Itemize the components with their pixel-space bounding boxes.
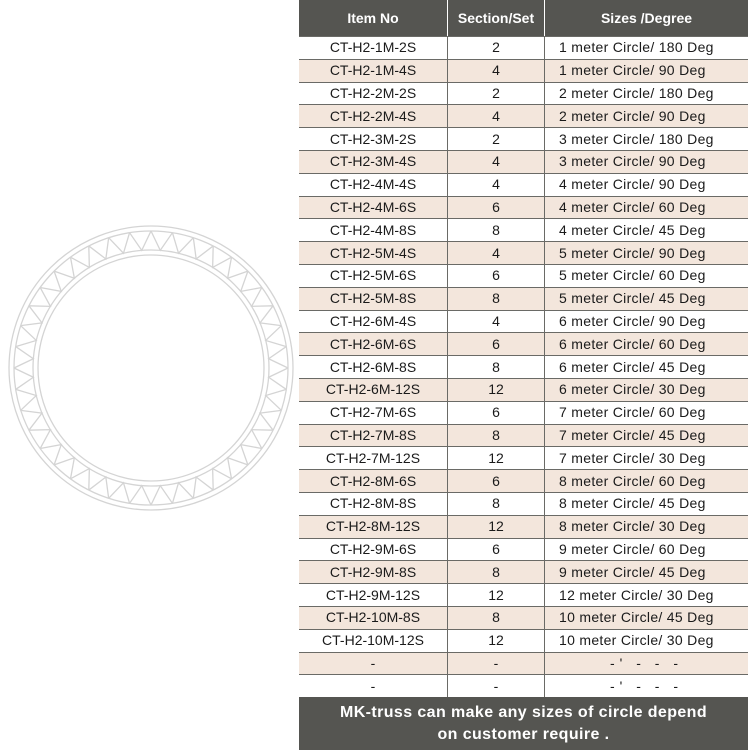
cell-item-no: CT-H2-5M-4S bbox=[299, 241, 447, 264]
header-item-no: Item No bbox=[299, 0, 447, 36]
cell-section-set: 8 bbox=[447, 218, 544, 241]
table-row bbox=[299, 264, 748, 287]
cell-size-degree: -' - - - bbox=[544, 674, 748, 697]
truss-lacing bbox=[269, 347, 288, 368]
cell-item-no: CT-H2-2M-4S bbox=[299, 104, 447, 127]
cell-section-set: 4 bbox=[447, 150, 544, 173]
cell-item-no: CT-H2-5M-8S bbox=[299, 287, 447, 310]
cell-item-no: CT-H2-9M-6S bbox=[299, 538, 447, 561]
table-row bbox=[299, 629, 748, 652]
table-row bbox=[299, 492, 748, 515]
circle-truss-image bbox=[8, 225, 294, 511]
cell-item-no: CT-H2-7M-6S bbox=[299, 401, 447, 424]
cell-section-set: - bbox=[447, 674, 544, 697]
table-row bbox=[299, 127, 748, 150]
cell-size-degree: 6 meter Circle/ 45 Deg bbox=[544, 355, 748, 378]
cell-item-no: CT-H2-7M-12S bbox=[299, 446, 447, 469]
table-row bbox=[299, 196, 748, 219]
spec-table bbox=[299, 0, 748, 697]
table-row bbox=[299, 401, 748, 424]
cell-item-no: CT-H2-8M-12S bbox=[299, 515, 447, 538]
cell-item-no: CT-H2-9M-12S bbox=[299, 583, 447, 606]
cell-item-no: CT-H2-6M-6S bbox=[299, 332, 447, 355]
truss-lacing bbox=[16, 389, 37, 410]
truss-lacing bbox=[172, 483, 193, 504]
cell-section-set: 8 bbox=[447, 492, 544, 515]
table-row bbox=[299, 515, 748, 538]
cell-size-degree: 8 meter Circle/ 60 Deg bbox=[544, 469, 748, 492]
cell-section-set: 4 bbox=[447, 310, 544, 333]
truss-chord bbox=[38, 255, 264, 481]
table-row bbox=[299, 378, 748, 401]
cell-item-no: - bbox=[299, 652, 447, 675]
table-row bbox=[299, 332, 748, 355]
truss-chord bbox=[9, 226, 293, 510]
cell-section-set: 8 bbox=[447, 606, 544, 629]
truss-lacing bbox=[130, 231, 151, 250]
footer-line-2: on customer require . bbox=[437, 726, 610, 743]
truss-lacing bbox=[151, 231, 172, 250]
cell-item-no: CT-H2-6M-12S bbox=[299, 378, 447, 401]
cell-size-degree: 9 meter Circle/ 60 Deg bbox=[544, 538, 748, 561]
cell-section-set: 12 bbox=[447, 446, 544, 469]
cell-size-degree: 2 meter Circle/ 180 Deg bbox=[544, 82, 748, 105]
table-row bbox=[299, 446, 748, 469]
cell-item-no: CT-H2-8M-8S bbox=[299, 492, 447, 515]
table-header-row bbox=[299, 0, 748, 36]
cell-size-degree: 4 meter Circle/ 60 Deg bbox=[544, 196, 748, 219]
cell-size-degree: 10 meter Circle/ 45 Deg bbox=[544, 606, 748, 629]
header-section-set: Section/Set bbox=[447, 0, 544, 36]
spec-table-panel bbox=[299, 0, 748, 750]
cell-item-no: CT-H2-3M-4S bbox=[299, 150, 447, 173]
cell-section-set: 8 bbox=[447, 355, 544, 378]
cell-item-no: CT-H2-4M-4S bbox=[299, 173, 447, 196]
table-row bbox=[299, 652, 748, 675]
truss-lacing bbox=[130, 486, 151, 505]
table-body bbox=[299, 36, 748, 697]
cell-section-set: 6 bbox=[447, 401, 544, 424]
cell-size-degree: -' - - - bbox=[544, 652, 748, 675]
truss-lacing bbox=[16, 326, 37, 347]
cell-section-set: 4 bbox=[447, 241, 544, 264]
cell-section-set: 12 bbox=[447, 629, 544, 652]
cell-item-no: CT-H2-8M-6S bbox=[299, 469, 447, 492]
truss-lacing bbox=[109, 233, 130, 254]
truss-lacing bbox=[269, 368, 288, 389]
cell-item-no: CT-H2-1M-4S bbox=[299, 59, 447, 82]
cell-size-degree: 9 meter Circle/ 45 Deg bbox=[544, 560, 748, 583]
cell-item-no: CT-H2-10M-12S bbox=[299, 629, 447, 652]
cell-section-set: 6 bbox=[447, 538, 544, 561]
truss-lacing bbox=[266, 389, 287, 410]
cell-item-no: CT-H2-9M-8S bbox=[299, 560, 447, 583]
cell-section-set: 6 bbox=[447, 469, 544, 492]
cell-item-no: CT-H2-6M-8S bbox=[299, 355, 447, 378]
cell-item-no: CT-H2-2M-2S bbox=[299, 82, 447, 105]
table-row bbox=[299, 424, 748, 447]
cell-item-no: CT-H2-1M-2S bbox=[299, 36, 447, 59]
truss-lacing bbox=[14, 368, 33, 389]
cell-section-set: 2 bbox=[447, 36, 544, 59]
table-row bbox=[299, 104, 748, 127]
cell-section-set: 4 bbox=[447, 59, 544, 82]
cell-size-degree: 6 meter Circle/ 30 Deg bbox=[544, 378, 748, 401]
cell-item-no: CT-H2-4M-8S bbox=[299, 218, 447, 241]
cell-item-no: CT-H2-3M-2S bbox=[299, 127, 447, 150]
cell-size-degree: 6 meter Circle/ 60 Deg bbox=[544, 332, 748, 355]
cell-size-degree: 2 meter Circle/ 90 Deg bbox=[544, 104, 748, 127]
cell-section-set: - bbox=[447, 652, 544, 675]
cell-item-no: CT-H2-10M-8S bbox=[299, 606, 447, 629]
cell-section-set: 2 bbox=[447, 127, 544, 150]
table-row bbox=[299, 150, 748, 173]
cell-section-set: 6 bbox=[447, 196, 544, 219]
cell-size-degree: 10 meter Circle/ 30 Deg bbox=[544, 629, 748, 652]
cell-item-no: CT-H2-5M-6S bbox=[299, 264, 447, 287]
table-row bbox=[299, 560, 748, 583]
table-row bbox=[299, 59, 748, 82]
table-row bbox=[299, 36, 748, 59]
table-row bbox=[299, 241, 748, 264]
truss-chord bbox=[33, 250, 269, 486]
cell-item-no: CT-H2-7M-8S bbox=[299, 424, 447, 447]
cell-size-degree: 5 meter Circle/ 60 Deg bbox=[544, 264, 748, 287]
cell-section-set: 4 bbox=[447, 173, 544, 196]
cell-section-set: 12 bbox=[447, 583, 544, 606]
table-row bbox=[299, 82, 748, 105]
table-row bbox=[299, 218, 748, 241]
cell-size-degree: 5 meter Circle/ 90 Deg bbox=[544, 241, 748, 264]
table-row bbox=[299, 674, 748, 697]
cell-size-degree: 8 meter Circle/ 45 Deg bbox=[544, 492, 748, 515]
truss-lacing bbox=[109, 483, 130, 504]
cell-item-no: - bbox=[299, 674, 447, 697]
cell-size-degree: 3 meter Circle/ 90 Deg bbox=[544, 150, 748, 173]
table-row bbox=[299, 583, 748, 606]
truss-lacing bbox=[266, 326, 287, 347]
cell-size-degree: 6 meter Circle/ 90 Deg bbox=[544, 310, 748, 333]
cell-section-set: 8 bbox=[447, 560, 544, 583]
header-sizes-degree: Sizes /Degree bbox=[544, 0, 748, 36]
cell-section-set: 12 bbox=[447, 378, 544, 401]
cell-section-set: 6 bbox=[447, 264, 544, 287]
cell-size-degree: 7 meter Circle/ 45 Deg bbox=[544, 424, 748, 447]
cell-size-degree: 12 meter Circle/ 30 Deg bbox=[544, 583, 748, 606]
cell-section-set: 6 bbox=[447, 332, 544, 355]
truss-lacing bbox=[14, 347, 33, 368]
footer-line-1: MK-truss can make any sizes of circle depend bbox=[339, 704, 708, 721]
table-row bbox=[299, 287, 748, 310]
cell-section-set: 2 bbox=[447, 82, 544, 105]
cell-size-degree: 5 meter Circle/ 45 Deg bbox=[544, 287, 748, 310]
cell-size-degree: 4 meter Circle/ 90 Deg bbox=[544, 173, 748, 196]
table-row bbox=[299, 538, 748, 561]
cell-size-degree: 7 meter Circle/ 60 Deg bbox=[544, 401, 748, 424]
footer-note bbox=[299, 699, 748, 750]
cell-section-set: 4 bbox=[447, 104, 544, 127]
cell-size-degree: 3 meter Circle/ 180 Deg bbox=[544, 127, 748, 150]
cell-size-degree: 1 meter Circle/ 180 Deg bbox=[544, 36, 748, 59]
cell-item-no: CT-H2-6M-4S bbox=[299, 310, 447, 333]
table-row bbox=[299, 606, 748, 629]
cell-section-set: 8 bbox=[447, 424, 544, 447]
table-row bbox=[299, 355, 748, 378]
cell-section-set: 8 bbox=[447, 287, 544, 310]
cell-size-degree: 8 meter Circle/ 30 Deg bbox=[544, 515, 748, 538]
cell-size-degree: 7 meter Circle/ 30 Deg bbox=[544, 446, 748, 469]
cell-size-degree: 4 meter Circle/ 45 Deg bbox=[544, 218, 748, 241]
cell-size-degree: 1 meter Circle/ 90 Deg bbox=[544, 59, 748, 82]
cell-section-set: 12 bbox=[447, 515, 544, 538]
truss-lacing bbox=[151, 486, 172, 505]
table-row bbox=[299, 173, 748, 196]
cell-item-no: CT-H2-4M-6S bbox=[299, 196, 447, 219]
truss-lacing bbox=[172, 233, 193, 254]
table-row bbox=[299, 469, 748, 492]
table-row bbox=[299, 310, 748, 333]
